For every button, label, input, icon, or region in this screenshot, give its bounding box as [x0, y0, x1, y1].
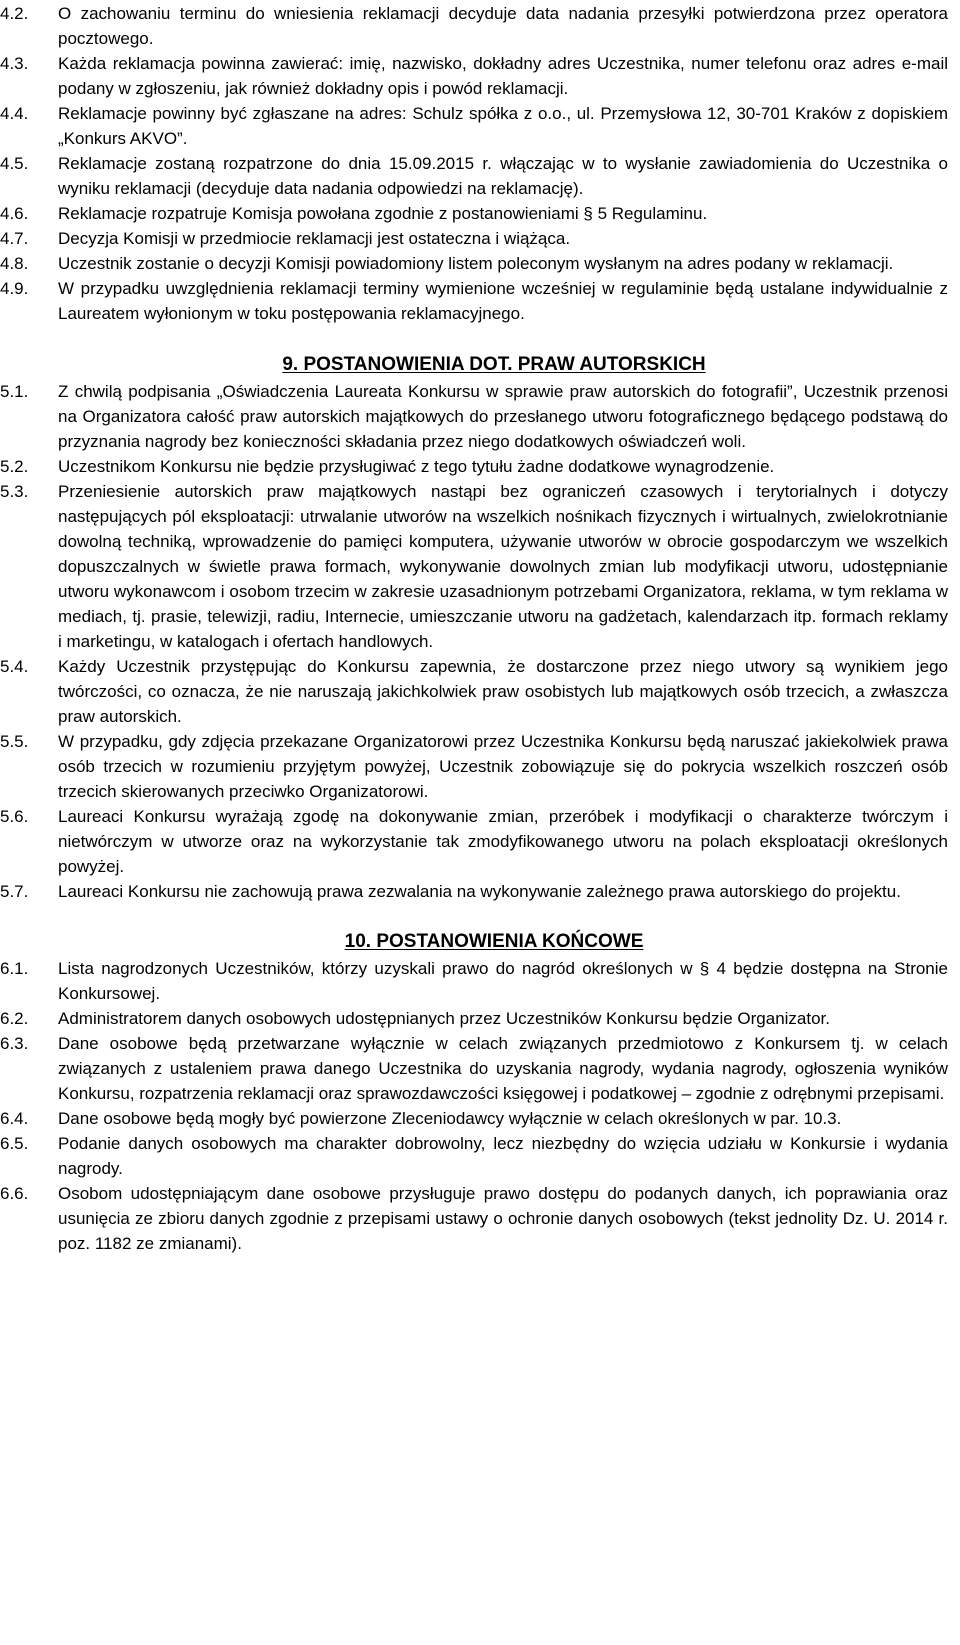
item-text: Reklamacje rozpatruje Komisja powołana zgodnie z postanowieniami § 5 Regulaminu.: [58, 204, 708, 223]
item-text: Uczestnik zostanie o decyzji Komisji powiadomiony listem poleconym wysłanym na adres podany w reklamacji.: [58, 254, 894, 273]
item-number: 4.8.: [0, 254, 29, 273]
list-item: [0, 1181, 948, 1256]
list-item: [0, 226, 948, 251]
item-text: Reklamacje powinny być zgłaszane na adres: Schulz spółka z o.o., ul. Przemysłowa 12, 30-701 Kraków z dopiskiem „Konkurs AKVO”.: [58, 104, 948, 148]
item-text: Uczestnikom Konkursu nie będzie przysługiwać z tego tytułu żadne dodatkowe wynagrodzenie.: [58, 457, 775, 476]
list-item: [0, 1131, 948, 1181]
item-number: 5.4.: [0, 657, 29, 676]
item-text: Z chwilą podpisania „Oświadczenia Laureata Konkursu w sprawie praw autorskich do fotografii”, Uczestnik przenosi na Organizatora całość praw autorskich majątkowych do przesłanego utworu fotograficznego będącego podstawą do przyznania nagrody bez konieczności składania przez niego dodatkowych oświadczeń woli.: [58, 382, 948, 451]
item-number: 6.2.: [0, 1009, 29, 1028]
item-text: Decyzja Komisji w przedmiocie reklamacji jest ostateczna i wiążąca.: [58, 229, 571, 248]
section-heading: 10. POSTANOWIENIA KOŃCOWE: [344, 931, 644, 952]
item-number: 4.2.: [0, 4, 29, 23]
list-item: [0, 956, 948, 1006]
item-text: Każdy Uczestnik przystępując do Konkursu zapewnia, że dostarczone przez niego utwory są wynikiem jego twórczości, co oznacza, że nie naruszają jakichkolwiek praw osobistych lub majątkowych osób trzecich, a zwłaszcza praw autorskich.: [58, 657, 948, 726]
item-text: Podanie danych osobowych ma charakter dobrowolny, lecz niezbędny do wzięcia udziału w Konkursie i wydania nagrody.: [58, 1134, 948, 1178]
item-number: 6.1.: [0, 959, 29, 978]
list-item: [0, 479, 948, 654]
item-number: 5.6.: [0, 807, 29, 826]
section-10: [0, 928, 948, 1256]
section-heading: 9. POSTANOWIENIA DOT. PRAW AUTORSKICH: [282, 354, 706, 375]
section-9: [0, 351, 948, 904]
item-number: 4.7.: [0, 229, 29, 248]
item-number: 6.6.: [0, 1184, 29, 1203]
item-number: 4.5.: [0, 154, 29, 173]
list-item: [0, 101, 948, 151]
item-number: 5.7.: [0, 882, 29, 901]
list-item: [0, 151, 948, 201]
list-item: [0, 201, 948, 226]
item-text: Każda reklamacja powinna zawierać: imię, nazwisko, dokładny adres Uczestnika, numer telefonu oraz adres e-mail podany w zgłoszeniu, jak również dokładny opis i powód reklamacji.: [58, 54, 948, 98]
item-text: Lista nagrodzonych Uczestników, którzy uzyskali prawo do nagród określonych w § 4 będzie dostępna na Stronie Konkursowej.: [58, 959, 948, 1003]
item-text: W przypadku, gdy zdjęcia przekazane Organizatorowi przez Uczestnika Konkursu będą naruszać jakiekolwiek prawa osób trzecich w rozumieniu przyjętym powyżej, Uczestnik zobowiązuje się do pokrycia wszelkich roszczeń osób trzecich skierowanych przeciwko Organizatorowi.: [58, 732, 948, 801]
item-number: 6.5.: [0, 1134, 29, 1153]
item-text: Przeniesienie autorskich praw majątkowych nastąpi bez ograniczeń czasowych i terytorialnych i dotyczy następujących pól eksploatacji: utrwalanie utworów na wszelkich nośnikach fizycznych i wirtualnych, zwielokrotnianie dowolną techniką, wprowadzenie do pamięci komputera, używanie utworów w obrocie gospodarczym we wszelkich dopuszczalnych w świetle prawa formach, wykonywanie dowolnych zmian lub modyfikacji utworu, udostępnianie utworu wykonawcom i osobom trzecim w zakresie uzasadnionym potrzebami Organizatora, reklama, w tym reklama w mediach, tj. prasie, telewizji, radiu, Internecie, umieszczanie utworu na gadżetach, kalendarzach itp. formach reklamy i marketingu, w katalogach i ofertach handlowych.: [58, 482, 948, 651]
list-item: [0, 879, 948, 904]
list-item: [0, 804, 948, 879]
item-text: Reklamacje zostaną rozpatrzone do dnia 15.09.2015 r. włączając w to wysłanie zawiadomienia do Uczestnika o wyniku reklamacji (decyduje data nadania odpowiedzi na reklamację).: [58, 154, 948, 198]
item-text: W przypadku uwzględnienia reklamacji terminy wymienione wcześniej w regulaminie będą ustalane indywidualnie z Laureatem wyłonionym w toku postępowania reklamacyjnego.: [58, 279, 948, 323]
item-number: 4.6.: [0, 204, 29, 223]
list-item: [0, 251, 948, 276]
item-text: Dane osobowe będą mogły być powierzone Zleceniodawcy wyłącznie w celach określonych w par. 10.3.: [58, 1109, 842, 1128]
list-item: [0, 729, 948, 804]
list-item: [0, 51, 948, 101]
item-number: 4.3.: [0, 54, 29, 73]
list-item: [0, 654, 948, 729]
list-item: [0, 379, 948, 454]
item-number: 6.3.: [0, 1034, 29, 1053]
item-text: Osobom udostępniającym dane osobowe przysługuje prawo dostępu do podanych danych, ich poprawiania oraz usunięcia ze zbioru danych zgodnie z przepisami ustawy o ochronie danych osobowych (tekst jednolity Dz. U. 2014 r. poz. 1182 ze zmianami).: [58, 1184, 948, 1253]
list-item: [0, 1106, 948, 1131]
item-number: 4.9.: [0, 279, 29, 298]
section-4-continued: [0, 0, 948, 326]
item-number: 5.5.: [0, 732, 29, 751]
list-item: [0, 276, 948, 326]
list-item: [0, 1006, 948, 1031]
item-text: Laureaci Konkursu nie zachowują prawa zezwalania na wykonywanie zależnego prawa autorskiego do projektu.: [58, 882, 901, 901]
item-number: 5.2.: [0, 457, 29, 476]
item-text: Laureaci Konkursu wyrażają zgodę na dokonywanie zmian, przeróbek i modyfikacji o charakterze twórczym i nietwórczym w utworze oraz na wykorzystanie tak zmodyfikowanego utworu na polach eksploatacji określonych powyżej.: [58, 807, 948, 876]
list-item: [0, 1031, 948, 1106]
item-text: Dane osobowe będą przetwarzane wyłącznie w celach związanych przedmiotowo z Konkursem tj. w celach związanych z ustaleniem prawa danego Uczestnika do uzyskania nagrody, wydania nagrody, ogłoszenia wyników Konkursu, rozpatrzenia reklamacji oraz sprawozdawczości księgowej i podatkowej – zgodnie z odrębnymi przepisami.: [58, 1034, 948, 1103]
list-item: [0, 1, 948, 51]
item-text: Administratorem danych osobowych udostępnianych przez Uczestników Konkursu będzie Organizator.: [58, 1009, 831, 1028]
item-number: 5.1.: [0, 382, 29, 401]
item-number: 6.4.: [0, 1109, 29, 1128]
list-item: [0, 454, 948, 479]
item-number: 4.4.: [0, 104, 29, 123]
item-text: O zachowaniu terminu do wniesienia reklamacji decyduje data nadania przesyłki potwierdzona przez operatora pocztowego.: [58, 4, 948, 48]
item-number: 5.3.: [0, 482, 29, 501]
